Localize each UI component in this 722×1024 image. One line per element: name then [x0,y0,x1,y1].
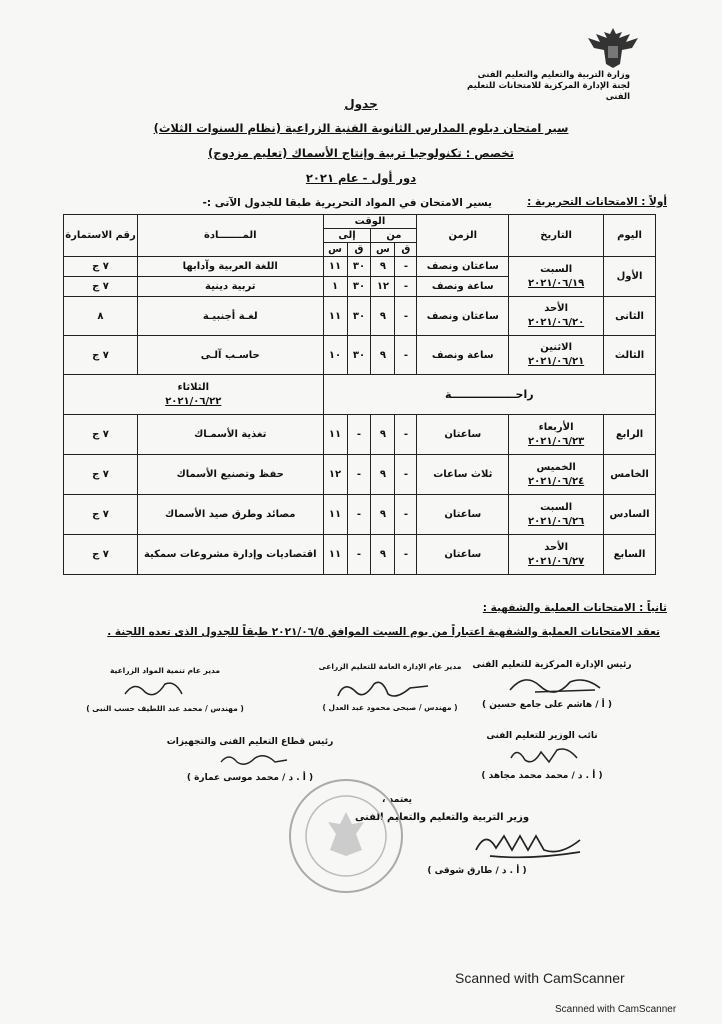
to-q: ٣٠ [347,297,371,336]
subject-cell: حفظ وتصنيع الأسماك [137,455,323,495]
from-s: ٩ [371,415,395,455]
from-s: ٩ [371,297,395,336]
weekday: السبت [540,501,573,513]
from-q: - [395,336,417,375]
duration-cell: ساعة ونصف [417,277,509,297]
exam-schedule-table [63,214,656,575]
session-year: دور أول - عام ٢٠٢١ [305,171,417,185]
form-cell: ٧ ج [64,336,138,375]
duration-cell: ساعتان ونصف [417,257,509,277]
date-cell [509,257,604,297]
form-cell: ٧ ج [64,455,138,495]
from-s: ٩ [371,535,395,575]
header-duration: الزمن [417,215,509,257]
date-cell [509,415,604,455]
date-cell [509,495,604,535]
subject-cell: تربية دينية [137,277,323,297]
specialization: تخصص : تكنولوجيا تربية وإنتاج الأسماك (تعليم مزدوج) [208,146,514,160]
header-subject: المـــــــادة [137,215,323,257]
from-s: ١٢ [371,277,395,297]
table-row-rest [64,375,656,415]
date: ٢٠٢١/٠٦/٢٦ [528,515,585,527]
from-q: - [395,257,417,277]
duration-cell: ساعتان [417,495,509,535]
form-cell: ٧ ج [64,415,138,455]
to-s: ١١ [323,257,347,277]
sig3-title: مدير عام تنمية المواد الزراعية [109,666,221,675]
weekday: الاثنين [540,342,573,353]
table-row [64,495,656,535]
table-row [64,257,656,277]
table-row [64,297,656,336]
sig3-name: ( مهندس / محمد عبد اللطيف حسب النبى ) [86,704,244,713]
weekday: الأحد [544,303,569,314]
header-from: من [371,229,417,243]
header-form: رقم الاستمارة [64,215,138,257]
duration-cell: ثلاث ساعات [417,455,509,495]
header-time: الوقت [323,215,417,229]
header-to: إلى [323,229,371,243]
signature-3-icon [120,676,190,702]
from-s: ٩ [371,495,395,535]
from-q: - [395,277,417,297]
camscanner-watermark-small: Scanned with CamScanner [555,1004,677,1015]
table-row [64,455,656,495]
duration-cell: ساعة ونصف [417,336,509,375]
sig1-name: ( أ / هاشم على جامع حسين ) [482,700,612,710]
rest-cell: راحـــــــــــــــــة [323,375,655,415]
header-day: اليوم [604,215,656,257]
date-cell [509,336,604,375]
signature-2-icon [330,674,440,704]
duration-cell: ساعتان [417,535,509,575]
weekday: الخميس [536,461,576,473]
date-cell [509,455,604,495]
date-cell [509,297,604,336]
to-q: - [347,535,371,575]
approve-label: يعتمد ، [382,795,412,805]
day-cell: الثانى [604,297,656,336]
day-cell: الثالث [604,336,656,375]
day-cell: السابع [604,535,656,575]
to-s: ١ [323,277,347,297]
duration-cell: ساعتان [417,415,509,455]
signature-6-icon [470,826,600,862]
to-s: ١٢ [323,455,347,495]
date: ٢٠٢١/٠٦/٢٣ [528,435,585,447]
sig2-title: مدير عام الإدارة العامة للتعليم الزراعى [318,662,462,671]
day-cell: الرابع [604,415,656,455]
ministry-line-1: وزارة التربية والتعليم والتعليم الفنى [477,70,630,80]
subject-cell: حاسـب آلـى [137,336,323,375]
subject-cell: اللغة العربية وآدابها [137,257,323,277]
duration-cell: ساعتان ونصف [417,297,509,336]
table-row [64,336,656,375]
header-date: التاريخ [509,215,604,257]
to-s: ١٠ [323,336,347,375]
to-q: - [347,455,371,495]
table-row [64,535,656,575]
section1-label: أولاً : الامتحانات التحريرية : [527,196,667,208]
signature-5-icon [215,748,295,770]
from-q: - [395,455,417,495]
date: ٢٠٢١/٠٦/٢٤ [528,475,585,487]
header-to-s: س [323,243,347,257]
subject-cell: اقتصاديات وإدارة مشروعات سمكية [137,535,323,575]
sig5-name: ( أ . د / محمد موسى عمارة ) [186,773,314,783]
form-cell: ٧ ج [64,257,138,277]
date: ٢٠٢١/٠٦/٢١ [528,356,585,367]
from-q: - [395,297,417,336]
official-stamp-icon [282,772,410,900]
doc-subtitle: سير امتحان دبلوم المدارس الثانوية الفنية الزراعية (نظام السنوات الثلاث) [153,121,569,135]
form-cell: ٧ ج [64,535,138,575]
header-to-q: ق [347,243,371,257]
sig6-name: ( أ . د / طارق شوقى ) [427,866,527,876]
date-cell [509,535,604,575]
signature-1-icon [505,670,615,698]
day-cell: الخامس [604,455,656,495]
from-q: - [395,495,417,535]
from-s: ٩ [371,257,395,277]
header-from-q: ق [395,243,417,257]
section2-text: تعقد الامتحانات العملية والشفهية اعتباراً من يوم السبت الموافق ٢٠٢١/٠٦/٥ طبقاً للجدول الذى تعده اللجنة . [107,626,660,638]
form-cell: ٧ ج [64,495,138,535]
from-s: ٩ [371,455,395,495]
from-s: ٩ [371,336,395,375]
weekday: الثلاثاء [177,381,209,393]
subject-cell: مصائد وطرق صيد الأسماك [137,495,323,535]
weekday: السبت [540,263,573,275]
form-cell: ٨ [64,297,138,336]
sig4-title: نائب الوزير للتعليم الفنى [486,731,598,741]
to-q: - [347,495,371,535]
ministry-line-2: لجنة الإدارة المركزية للامتحانات للتعليم الفنى [466,81,630,102]
from-q: - [395,415,417,455]
date-cell [64,375,324,415]
to-s: ١١ [323,297,347,336]
date: ٢٠٢١/٠٦/٢٠ [528,317,585,328]
section2-label: ثانياً : الامتحانات العملية والشفهية : [482,602,667,614]
subject-cell: تغذية الأسمـاك [137,415,323,455]
weekday: الأربعاء [538,421,574,433]
camscanner-watermark: Scanned with CamScanner [455,970,625,986]
eagle-emblem-icon [578,24,648,70]
to-q: - [347,415,371,455]
day-cell: الأول [604,257,656,297]
to-q: ٣٠ [347,257,371,277]
to-q: ٣٠ [347,277,371,297]
to-s: ١١ [323,415,347,455]
date: ٢٠٢١/٠٦/١٩ [528,277,585,289]
signature-4-icon [505,742,585,768]
to-s: ١١ [323,495,347,535]
subject-cell: لغـة أجنبيـة [137,297,323,336]
sig4-name: ( أ . د / محمد محمد مجاهد ) [481,771,603,781]
date: ٢٠٢١/٠٦/٢٧ [528,555,585,567]
sig6-title: وزير التربية والتعليم والتعليم الفنى [354,812,530,823]
sig1-title: رئيس الإدارة المركزية للتعليم الفنى [472,660,632,670]
sig5-title: رئيس قطاع التعليم الفنى والتجهيزات [166,737,334,747]
sig2-name: ( مهندس / صبحى محمود عبد العدل ) [322,703,458,712]
date: ٢٠٢١/٠٦/٢٢ [165,395,222,407]
day-cell: السادس [604,495,656,535]
section1-intro: يسير الامتحان في المواد التحريرية طبقا للجدول الآتى :- [202,197,492,209]
from-q: - [395,535,417,575]
header-from-s: س [371,243,395,257]
to-q: ٣٠ [347,336,371,375]
table-row [64,415,656,455]
weekday: الأحد [544,541,569,553]
doc-title: جدول [344,97,378,111]
to-s: ١١ [323,535,347,575]
form-cell: ٧ ج [64,277,138,297]
